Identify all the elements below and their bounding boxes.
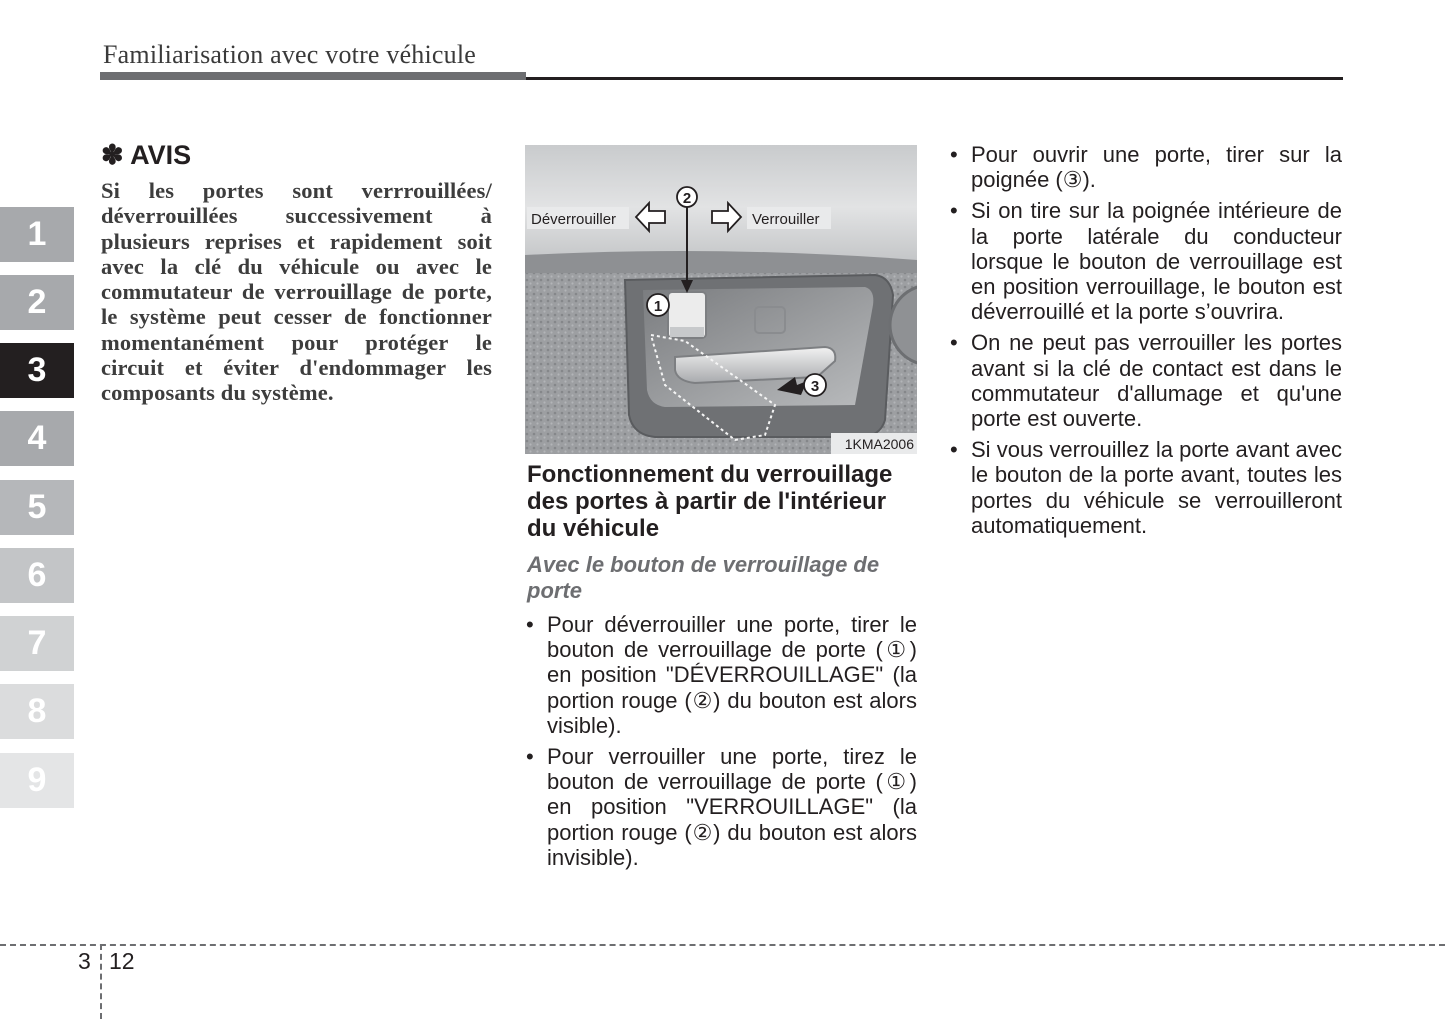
figure-code: 1KMA2006 — [844, 436, 914, 452]
callout-3-number: 3 — [810, 378, 820, 395]
chapter-tab-7[interactable]: 7 — [0, 616, 74, 671]
list-item: • On ne peut pas verrouiller les portes avant si la clé de contact est dans le commutateur d'allumage et qu'une porte est ouverte. — [950, 330, 1342, 431]
header-rule-thin — [526, 77, 1343, 80]
page-chapter-number: 3 — [78, 948, 91, 974]
list-item: • Pour ouvrir une porte, tirer sur la poignée (③). — [950, 142, 1342, 192]
subsection-title: Avec le bouton de verrouillage de porte — [527, 552, 880, 603]
chapter-tab-9[interactable]: 9 — [0, 753, 74, 808]
unlock-label: Déverrouiller — [531, 211, 617, 228]
list-item: • Si on tire sur la poignée intérieure de la porte latérale du conducteur lorsque le bouton de verrouillage est en position verrouillage, le bouton est déverrouillé et la porte s’ouvrira. — [950, 198, 1342, 324]
chapter-tab-3-active[interactable]: 3 — [0, 343, 74, 398]
list-item: • Pour déverrouiller une porte, tirer le bouton de verrouillage de porte (①) en position "DÉVERROUILLAGE" (la portion rouge (②) du bouton est alors visible). — [526, 612, 917, 738]
running-header-title: Familiarisation avec votre véhicule — [103, 40, 477, 69]
page-number: 12 — [109, 948, 135, 974]
section-title: Fonctionnement du verrouillage des portes à partir de l'intérieur du véhicule — [527, 461, 893, 542]
lock-button-bullet-list — [526, 612, 917, 876]
footer-vertical-divider — [100, 944, 102, 1019]
chapter-tab-4[interactable]: 4 — [0, 411, 74, 466]
chapter-tab-1[interactable]: 1 — [0, 207, 74, 262]
door-lock-illustration — [525, 145, 917, 454]
chapter-tab-6[interactable]: 6 — [0, 548, 74, 603]
callout-2-number: 2 — [682, 190, 692, 207]
callout-1-number: 1 — [653, 298, 663, 315]
chapter-tab-5[interactable]: 5 — [0, 480, 74, 535]
chapter-tab-2[interactable]: 2 — [0, 275, 74, 330]
lock-label: Verrouiller — [752, 211, 820, 228]
list-item: • Si vous verrouillez la porte avant avec le bouton de la porte avant, toutes les portes du véhicule se verrouilleront automatiquement. — [950, 437, 1342, 538]
chapter-tab-8[interactable]: 8 — [0, 684, 74, 739]
avis-title: ✽ AVIS — [101, 140, 192, 170]
door-handle-bullet-list — [950, 142, 1342, 544]
list-item: • Pour verrouiller une porte, tirez le bouton de verrouillage de porte (①) en position "VERROUILLAGE" (la portion rouge (②) du bouton est alors invisible). — [526, 744, 917, 870]
avis-body: Si les portes sont verrrouillées/ déverrouillées successivement à plusieurs reprises et rapidement soit avec la clé du véhicule ou avec le commutateur de verrouillage de porte, le système peut cesser de fonctionner momentanément pour protéger le circuit et éviter d'endommager les composants du système. — [101, 178, 492, 406]
header-rule-thick — [100, 72, 526, 80]
door-lock-figure — [525, 145, 917, 454]
footer-divider — [0, 944, 1445, 946]
